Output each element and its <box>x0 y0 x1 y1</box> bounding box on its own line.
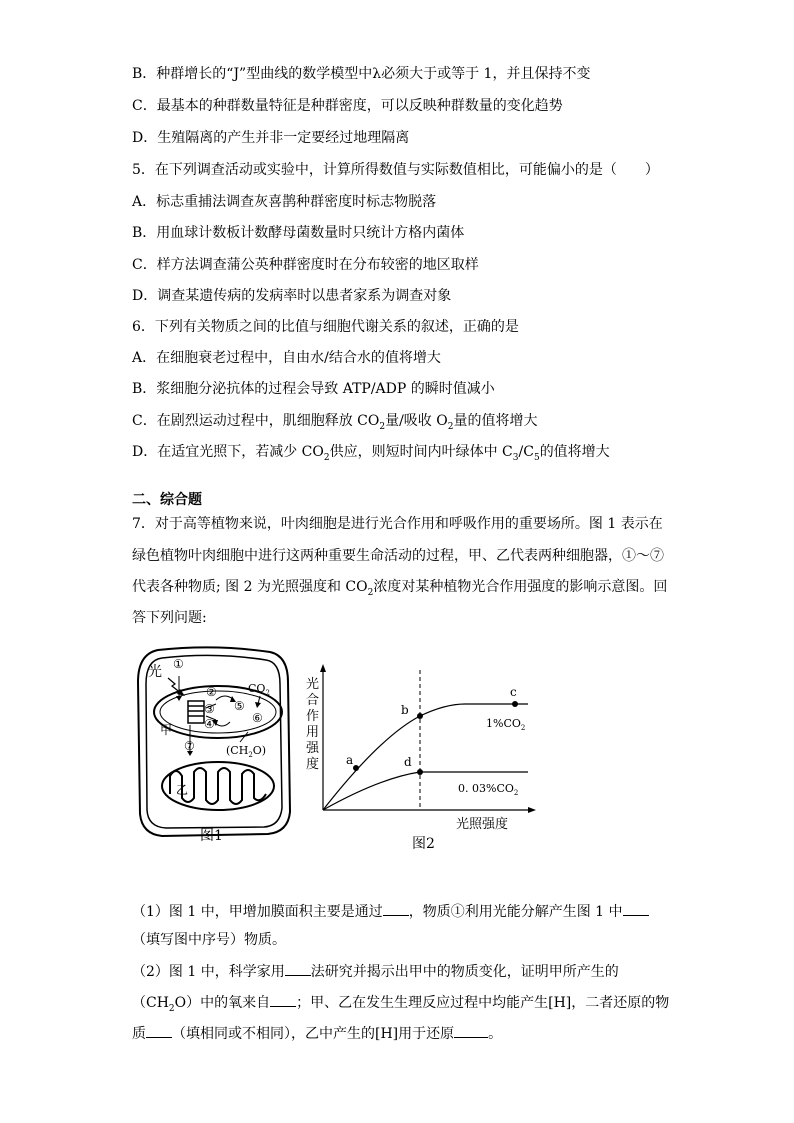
figure-1-cell-diagram <box>130 642 300 852</box>
answer-blank[interactable] <box>454 1023 488 1038</box>
q7-part1-line2: （填写图中序号）物质。 <box>132 932 286 948</box>
q7-part2-line3: 质 （填相同或不相同），乙中产生的[H]用于还原 。 <box>132 1023 502 1044</box>
point-d <box>417 769 423 775</box>
section-title: 二、综合题 <box>132 492 202 508</box>
q6-option-d: D．在适宜光照下，若减少 $CO_2$供应，则短时间内叶绿体中 $C_3/C_5$的值将增大 <box>132 444 610 463</box>
substance-3-label: ③ <box>204 702 215 716</box>
svg-text:度: 度 <box>306 757 320 772</box>
svg-text:强: 强 <box>306 741 320 756</box>
q4-option-b: B．种群增长的“J”型曲线的数学模型中λ必须大于或等于 1，并且保持不变 <box>132 66 591 82</box>
q6-stem: 6．下列有关物质之间的比值与细胞代谢关系的叙述，正确的是 <box>132 319 519 335</box>
q4-option-d: D．生殖隔离的产生并非一定要经过地理隔离 <box>132 130 410 146</box>
point-b-label: b <box>401 703 409 717</box>
curve-low-label: 0. $03\%CO_2$ <box>458 782 519 797</box>
x-axis-label: 光照强度 <box>456 817 509 832</box>
q5-option-b: B．用血球计数板计数酵母菌数量时只统计方格内菌体 <box>132 225 465 241</box>
svg-text:用: 用 <box>306 725 320 740</box>
answer-blank[interactable] <box>146 1023 172 1038</box>
chloroplast-label: 甲 <box>160 723 173 737</box>
y-axis-label <box>306 676 320 772</box>
point-a-label: a <box>346 753 354 767</box>
svg-text:光: 光 <box>306 677 320 692</box>
ch2o-label: $(CH_2O)$ <box>226 744 267 759</box>
q7-part1-line1: （1）图 1 中，甲增加膜面积主要是通过 ，物质①利用光能分解产生图 1 中 <box>132 901 649 922</box>
q7-part2-line2: $(CH_2O)$中的氧来自 ；甲、乙在发生生理反应过程中均能产生[H]，二者还原的物 <box>132 992 669 1019</box>
mitochondrion-label: 乙 <box>176 783 189 797</box>
answer-blank[interactable] <box>383 901 409 916</box>
point-c-label: c <box>510 685 517 699</box>
svg-text:作: 作 <box>306 709 320 724</box>
substance-6-label: ⑥ <box>252 711 263 725</box>
svg-text:合: 合 <box>306 693 320 708</box>
q7-part2-line1: （2）图 1 中，科学家用 法研究并揭示出甲中的物质变化，证明甲所产生的 <box>132 961 619 982</box>
q6-option-b: B．浆细胞分泌抗体的过程会导致 ATP/ADP 的瞬时值减小 <box>132 381 495 397</box>
point-c <box>512 701 518 707</box>
curve-high-label: $1\%CO_2$ <box>486 717 526 732</box>
q6-option-c: C．在剧烈运动过程中，肌细胞释放 $CO_2$量/吸收 $O_2$量的值将增大 <box>132 413 538 432</box>
q5-option-d: D．调查某遗传病的发病率时以患者家系为调查对象 <box>132 288 452 304</box>
light-label: 光 <box>148 664 162 680</box>
figure-2-caption: 图2 <box>412 836 435 852</box>
q4-option-c: C．最基本的种群数量特征是种群密度，可以反映种群数量的变化趋势 <box>132 98 563 114</box>
answer-blank[interactable] <box>285 961 311 976</box>
point-b <box>417 713 423 719</box>
q7-intro-line3: 代表各种物质; 图 2 为光照强度和 $CO_2$浓度对某种植物光合作用强度的影响示意图。回 <box>132 579 668 598</box>
point-d-label: d <box>404 755 412 769</box>
substance-2-label: ② <box>206 685 217 699</box>
q6-option-a: A．在细胞衰老过程中，自由水/结合水的值将增大 <box>132 350 441 366</box>
substance-1-label: ① <box>173 657 184 671</box>
co2-label: $CO_2$ <box>248 682 270 697</box>
substance-5-label: ⑤ <box>234 699 245 713</box>
substance-7-label: ⑦ <box>184 739 195 753</box>
q7-intro-line2: 绿色植物叶肉细胞中进行这两种重要生命活动的过程，甲、乙代表两种细胞器，①～⑦ <box>132 548 664 564</box>
figure-1-caption: 图1 <box>200 828 223 844</box>
answer-blank[interactable] <box>623 901 649 916</box>
q5-option-a: A．标志重捕法调查灰喜鹊种群密度时标志物脱落 <box>132 194 437 210</box>
figure-2-graph <box>300 642 540 842</box>
substance-4-label: ④ <box>204 717 215 731</box>
point-a <box>353 765 359 771</box>
q7-intro-line4: 答下列问题: <box>132 610 207 626</box>
grana-stack <box>188 701 204 723</box>
q5-stem: 5．在下列调查活动或实验中，计算所得数值与实际数值相比，可能偏小的是（ ） <box>132 162 659 178</box>
answer-blank[interactable] <box>270 992 296 1007</box>
q5-option-c: C．样方法调查蒲公英种群密度时在分布较密的地区取样 <box>132 257 479 273</box>
q7-intro-line1: 7．对于高等植物来说，叶肉细胞是进行光合作用和呼吸作用的重要场所。图 1 表示在 <box>132 516 663 532</box>
